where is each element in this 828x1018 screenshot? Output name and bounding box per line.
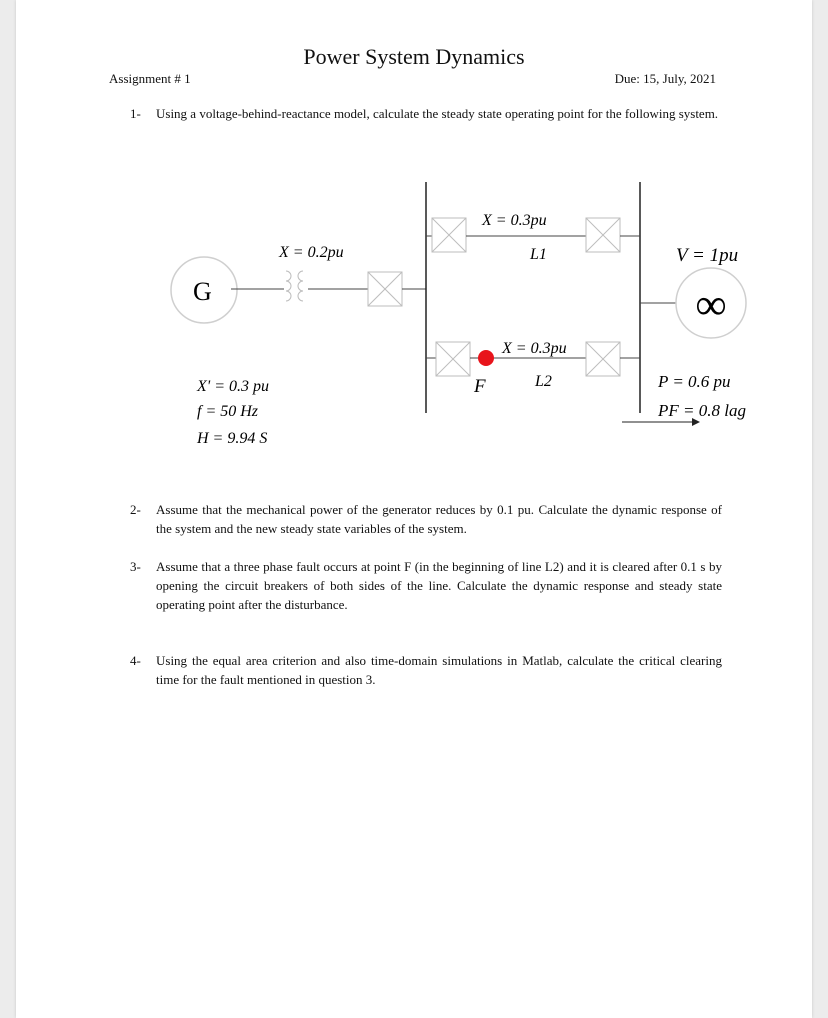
line1-reactance-label: X = 0.3pu bbox=[482, 212, 547, 229]
question-number: 2- bbox=[130, 502, 141, 517]
assignment-label: Assignment # 1 bbox=[109, 71, 191, 86]
load-power-label: P = 0.6 pu bbox=[658, 372, 731, 391]
circuit-breaker-gen bbox=[368, 272, 402, 306]
line1-name-label: L1 bbox=[530, 246, 547, 263]
generator-label: G bbox=[193, 277, 212, 306]
due-date: Due: 15, July, 2021 bbox=[614, 71, 716, 86]
gen-transient-reactance: X' = 0.3 pu bbox=[197, 378, 269, 395]
circuit-breaker-l1-left bbox=[432, 218, 466, 252]
line2-reactance-label: X = 0.3pu bbox=[502, 340, 567, 357]
fault-point-marker bbox=[478, 350, 494, 366]
gen-frequency: f = 50 Hz bbox=[197, 403, 259, 420]
infinite-bus-voltage-label: V = 1pu bbox=[676, 245, 739, 266]
question-number: 3- bbox=[130, 559, 141, 574]
question-text: Assume that the mechanical power of the generator reduces by 0.1 pu. Calculate the dynamic response of the system and the new steady state variables of the system. bbox=[156, 502, 722, 536]
circuit-breaker-l2-right bbox=[586, 342, 620, 376]
fault-label: F bbox=[474, 376, 486, 397]
question-text: Using the equal area criterion and also time-domain simulations in Matlab, calculate the critical clearing time for the fault mentioned in question 3. bbox=[156, 653, 722, 687]
transformer-reactance-label: X = 0.2pu bbox=[279, 244, 344, 261]
question-2 bbox=[130, 500, 722, 538]
question-text: Using a voltage-behind-reactance model, calculate the steady state operating point for the following system. bbox=[156, 106, 719, 121]
line2-name-label: L2 bbox=[535, 373, 552, 390]
question-number: 4- bbox=[130, 653, 141, 668]
gen-inertia: H = 9.94 S bbox=[197, 430, 268, 447]
question-number: 1- bbox=[130, 106, 141, 121]
circuit-breaker-l1-right bbox=[586, 218, 620, 252]
infinity-icon: ∞ bbox=[695, 280, 727, 329]
page-title: Power System Dynamics bbox=[303, 44, 525, 69]
document-page bbox=[16, 0, 812, 1018]
question-3 bbox=[130, 557, 722, 614]
power-system-diagram bbox=[16, 0, 812, 470]
transformer-symbol bbox=[286, 271, 303, 301]
load-pf-label: PF = 0.8 lag bbox=[658, 401, 746, 420]
question-4 bbox=[130, 651, 722, 689]
question-text: Assume that a three phase fault occurs at point F (in the beginning of line L2) and it is cleared after 0.1 s by opening the circuit breakers of both sides of the line. Calculate the dynamic response and steady state operating point after the disturbance. bbox=[156, 559, 722, 612]
circuit-breaker-l2-left bbox=[436, 342, 470, 376]
